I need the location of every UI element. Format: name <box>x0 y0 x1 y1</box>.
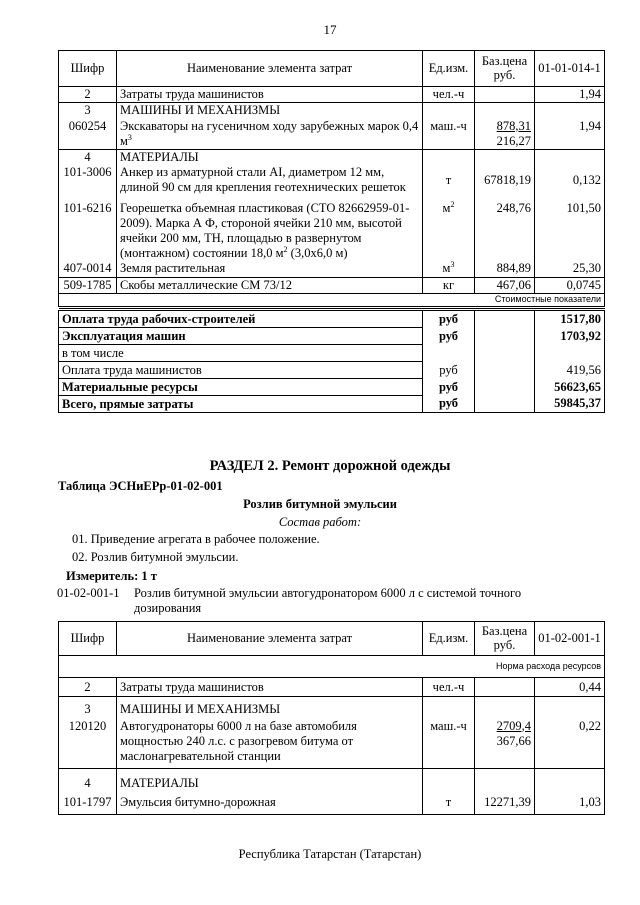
table-row: 509-1785 Скобы металлические СМ 73/12 кг 467,06 0,0745 <box>59 277 605 293</box>
page-number: 17 <box>323 22 337 37</box>
header-name: Наименование элемента затрат <box>117 51 423 87</box>
table-row: 2 Затраты труда машинистов чел.-ч 0,44 <box>59 678 605 697</box>
item-desc-2: дозирования <box>134 601 202 615</box>
cost-table-1 <box>58 310 605 413</box>
section-row-machines: 3 МАШИНЫ И МЕХАНИЗМЫ <box>59 697 605 717</box>
table-label: Таблица ЭСНиЕРр-01-02-001 <box>58 479 223 493</box>
header-unit: Ед.изм. <box>423 51 475 87</box>
resource-table-2 <box>58 621 605 815</box>
footer: Республика Татарстан (Татарстан) <box>238 847 422 861</box>
table-row: 101-1797 Эмульсия битумно-дорожная т 12271,39 1,03 <box>59 791 605 815</box>
table-row: 101-3006 Анкер из арматурной стали AI, диаметром 12 мм, длиной 90 см для крепления геотехнических решеток т 67818,19 0,132 <box>59 165 605 195</box>
table-row: 120120 Автогудронаторы 6000 л на базе автомобиля мощностью 240 л.с. с разогревом битума от маслонагревательной станции маш.-ч 2709,4 367,66 0,22 <box>59 717 605 769</box>
table-row: 101-6216 Георешетка объемная пластиковая (СТО 82662959-01-2009). Марка А Ф, стороной ячейки 210 мм, высотой ячейки 200 мм, ТН, площадью в развернутом (монтажном) состоянии 18,0 $м^2$ (3,0х6,0 м) $м^2$ 248,76 101,50 <box>59 195 605 261</box>
cost-row: Оплата труда машинистов руб 419,56 <box>59 362 605 379</box>
cost-row: в том числе <box>59 345 605 362</box>
composition-title: Состав работ: <box>278 515 362 529</box>
cost-row: Всего, прямые затраты руб 59845,37 <box>59 396 605 413</box>
step-1: 01. Приведение агрегата в рабочее положение. <box>72 532 320 546</box>
table-row: 2 Затраты труда машинистов чел.-ч 1,94 <box>59 87 605 103</box>
item-desc-1: Розлив битумной эмульсии автогудронатором 6000 л с системой точного <box>134 586 522 600</box>
section-row-machines: 3 МАШИНЫ И МЕХАНИЗМЫ <box>59 103 605 119</box>
header-price: Баз.цена руб. <box>475 51 535 87</box>
measure: Измеритель: 1 т <box>66 569 157 583</box>
resource-table-1 <box>58 50 605 309</box>
table-row: 060254 Экскаваторы на гусеничном ходу зарубежных марок 0,4 $м^3$ маш.-ч 878,31 216,27 1,94 <box>59 119 605 150</box>
cost-row: Оплата труда рабочих-строителей руб 1517,80 <box>59 311 605 328</box>
table-header-row: Шифр Наименование элемента затрат Ед.изм. Баз.цена руб. 01-02-001-1 <box>59 622 605 656</box>
item-code: 01-02-001-1 <box>57 586 120 600</box>
section-row-materials: 4 МАТЕРИАЛЫ <box>59 149 605 165</box>
section-row-materials: 4 МАТЕРИАЛЫ <box>59 769 605 791</box>
work-title: Розлив битумной эмульсии <box>243 497 397 511</box>
cost-header-row: Стоимостные показатели <box>59 293 605 306</box>
header-code: Шифр <box>59 51 117 87</box>
table-header-row <box>59 51 605 87</box>
cost-row: Эксплуатация машин руб 1703,92 <box>59 328 605 345</box>
table-row: 407-0014 Земля растительная $м^3$ 884,89 25,30 <box>59 261 605 277</box>
norm-header-row: Норма расхода ресурсов <box>59 656 605 678</box>
cost-row: Материальные ресурсы руб 56623,65 <box>59 379 605 396</box>
header-norm: 01-01-014-1 <box>535 51 605 87</box>
section-title: РАЗДЕЛ 2. Ремонт дорожной одежды <box>209 458 451 474</box>
step-2: 02. Розлив битумной эмульсии. <box>72 550 239 564</box>
